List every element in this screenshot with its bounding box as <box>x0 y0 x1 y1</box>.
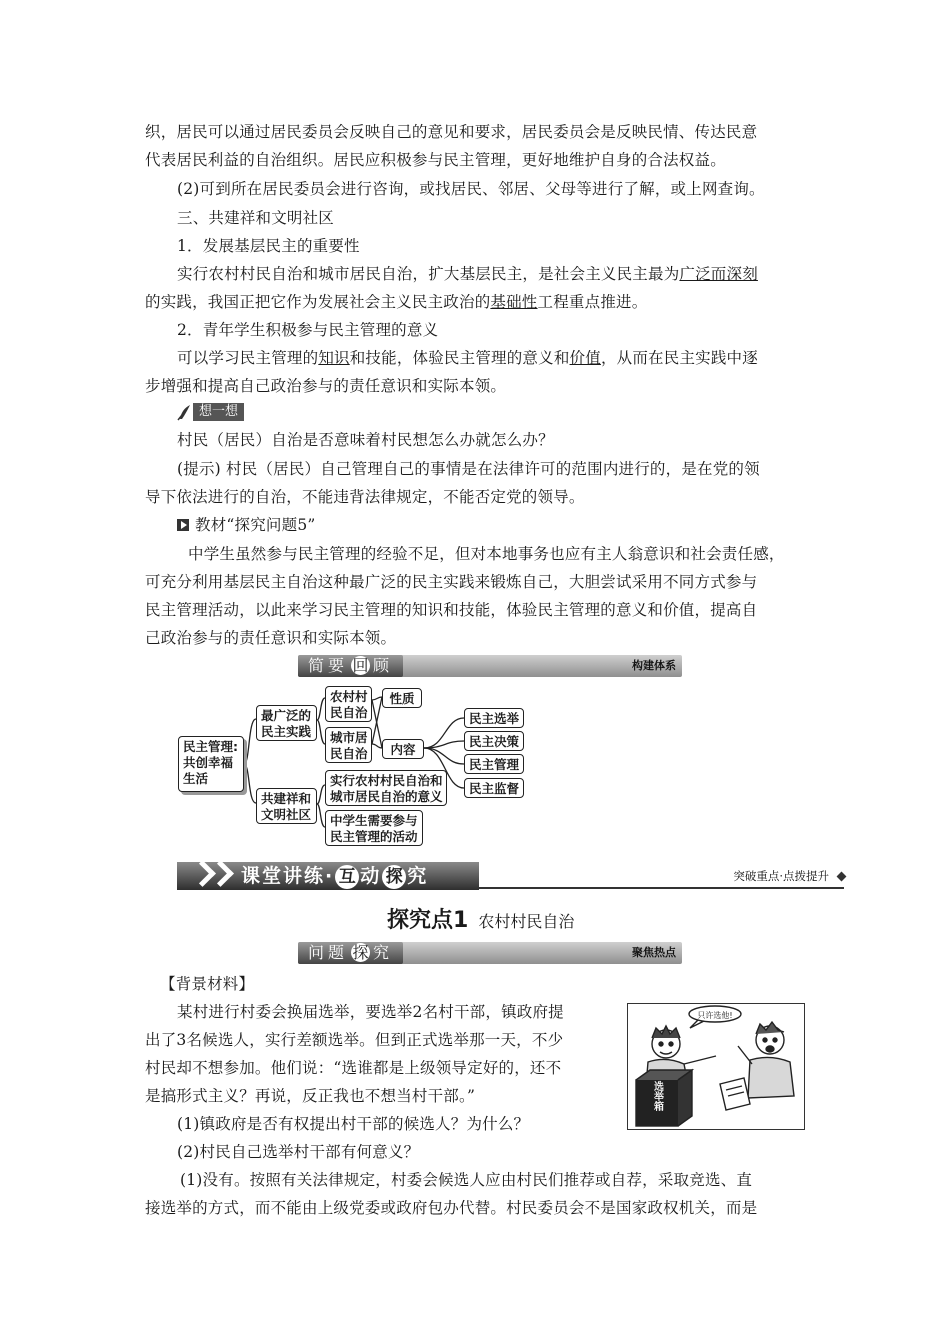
material-line: 村民却不想参加。他们说：“选谁都是上级领导定好的，还不 <box>145 1059 562 1077</box>
material-line: 是搞形式主义？再说，反正我也不想当村干部。” <box>145 1087 476 1105</box>
mindmap-node <box>464 731 524 751</box>
text: 可以学习民主管理的 <box>177 349 319 367</box>
text: 共建祥和 文明社区 <box>261 791 312 822</box>
section-heading: 三、共建祥和文明社区 <box>177 209 335 227</box>
paragraph-line: 可充分利用基层民主自治这种最广泛的民主实践来锻炼自己，大胆尝试采用不同方式参与 <box>145 573 758 591</box>
paragraph-line: 代表居民利益的自治组织。居民应积极参与民主管理，更好地维护自身的合法权益。 <box>145 151 726 169</box>
question: 村民（居民）自治是否意味着村民想怎么办就怎么办？ <box>177 431 554 449</box>
cartoon-illustration <box>628 1004 804 1129</box>
paragraph-line: 己政治参与的责任意识和实际本领。 <box>145 629 397 647</box>
circled-char: 回 <box>352 656 369 675</box>
text: ，从而在民主实践中逐 <box>600 349 758 367</box>
text: 实行农村村民自治和城市居民自治，扩大基层民主，是社会主义民主最为 <box>177 265 680 283</box>
text: 简要 <box>308 656 349 675</box>
mindmap-node <box>464 708 524 728</box>
answer-line: 接选举的方式，而不能由上级党委或政府包办代替。村民委员会不是国家政权机关，而是 <box>145 1199 758 1217</box>
question-subtitle: 聚焦热点 <box>632 946 676 959</box>
subheading: 1．发展基层民主的重要性 <box>177 237 360 255</box>
class-banner-subtitle: 突破重点·点拨提升 <box>733 869 829 883</box>
material-line: 某村进行村委会换届选举，要选举2名村干部，镇政府提 <box>177 1003 564 1021</box>
subheading: 2．青年学生积极参与民主管理的意义 <box>177 321 439 339</box>
paragraph-line: (2)可到所在居民委员会进行咨询，或找居民、邻居、父母等进行了解，或上网查询。 <box>177 180 765 198</box>
text: 民主决策 <box>469 734 520 749</box>
speech-text: 只许选他! <box>697 1011 733 1020</box>
text: 究 <box>373 943 394 962</box>
text: 民主选举 <box>469 711 520 726</box>
mindmap-node <box>382 739 424 759</box>
answer-line: (提示) 村民（居民）自己管理自己的事情是在法律许可的范围内进行的，是在党的领 <box>177 460 760 478</box>
text: 问题 <box>308 943 349 962</box>
divider <box>479 887 844 889</box>
question-line: (2)村民自己选举村干部有何意义？ <box>177 1143 420 1161</box>
mindmap-node <box>382 688 422 708</box>
question-title <box>298 942 403 964</box>
paragraph-line: 织，居民可以通过居民委员会反映自己的意见和要求，居民委员会是反映民情、传达民意 <box>145 123 758 141</box>
text: 民主监督 <box>469 781 520 796</box>
text: 课堂讲练· <box>241 865 335 887</box>
text: 最广泛的 民主实践 <box>261 708 312 739</box>
class-title-text <box>241 862 428 890</box>
text: 的实践，我国正把它作为发展社会主义民主政治的 <box>145 293 491 311</box>
election-cartoon <box>627 1003 805 1130</box>
mindmap-node <box>325 810 423 846</box>
section-title <box>387 903 574 934</box>
text: 工程重点推进。 <box>537 293 648 311</box>
text: 民主管理: 共创幸福 生活 <box>183 739 238 786</box>
mindmap-root <box>178 736 244 792</box>
underlined-term: 基础性 <box>490 293 538 311</box>
text: 动 <box>360 865 382 887</box>
material-label: 【背景材料】 <box>160 975 255 993</box>
text: 民主管理 <box>469 757 520 772</box>
mindmap-node <box>325 770 447 806</box>
answer-line: (1)没有。按照有关法律规定，村委会候选人应由村民们推荐或自荐，采取竞选、直 <box>180 1171 753 1189</box>
paragraph-line: 中学生虽然参与民主管理的经验不足，但对本地事务也应有主人翁意识和社会责任感， <box>188 545 785 563</box>
text: 内容 <box>390 742 416 757</box>
text: 性质 <box>389 691 415 706</box>
section-subtitle: 农村村民自治 <box>478 912 575 931</box>
question-banner <box>298 942 682 964</box>
question-line: (1)镇政府是否有权提出村干部的候选人？为什么？ <box>177 1115 530 1133</box>
mindmap-node <box>464 754 524 774</box>
text: 究 <box>407 865 429 887</box>
mindmap-node <box>464 778 524 798</box>
chevron-right-icon <box>207 860 234 887</box>
mindmap-node <box>325 727 372 763</box>
text: 中学生需要参与 民主管理的活动 <box>330 813 418 844</box>
mindmap-node <box>256 705 317 741</box>
underlined-term: 价值 <box>569 349 601 367</box>
diamond-icon <box>837 872 847 882</box>
circled-char: 探 <box>352 943 369 962</box>
answer-line: 导下依法进行的自治，不能违背法律规定，不能否定党的领导。 <box>145 488 585 506</box>
text: 城市居 民自治 <box>330 730 368 761</box>
underlined-term: 知识 <box>318 349 350 367</box>
class-banner <box>177 862 847 890</box>
text: 实行农村村民自治和 城市居民自治的意义 <box>330 773 443 804</box>
text: 和技能，体验民主管理的意义和 <box>349 349 570 367</box>
box-label: 选举箱 <box>651 1081 663 1111</box>
circled-char: 互 <box>335 865 359 889</box>
mindmap-node <box>256 788 317 824</box>
section-number: 探究点1 <box>387 908 469 933</box>
mindmap-node <box>325 686 372 722</box>
think-label: 想一想 <box>193 403 244 421</box>
textbook-label: 教材“探究问题5” <box>195 516 316 534</box>
paragraph-line: 民主管理活动，以此来学习民主管理的知识和技能，体验民主管理的意义和价值，提高自 <box>145 601 758 619</box>
underlined-term: 广泛而深刻 <box>679 265 758 283</box>
text: 顾 <box>373 656 394 675</box>
paragraph-line: 步增强和提高自己政治参与的责任意识和实际本领。 <box>145 377 507 395</box>
material-line: 出了3名候选人，实行差额选举。但到正式选举那一天，不少 <box>145 1031 564 1049</box>
review-subtitle: 构建体系 <box>632 659 676 672</box>
class-banner-title <box>177 862 479 890</box>
text: 农村村 民自治 <box>330 689 368 720</box>
circled-char: 探 <box>382 865 406 889</box>
